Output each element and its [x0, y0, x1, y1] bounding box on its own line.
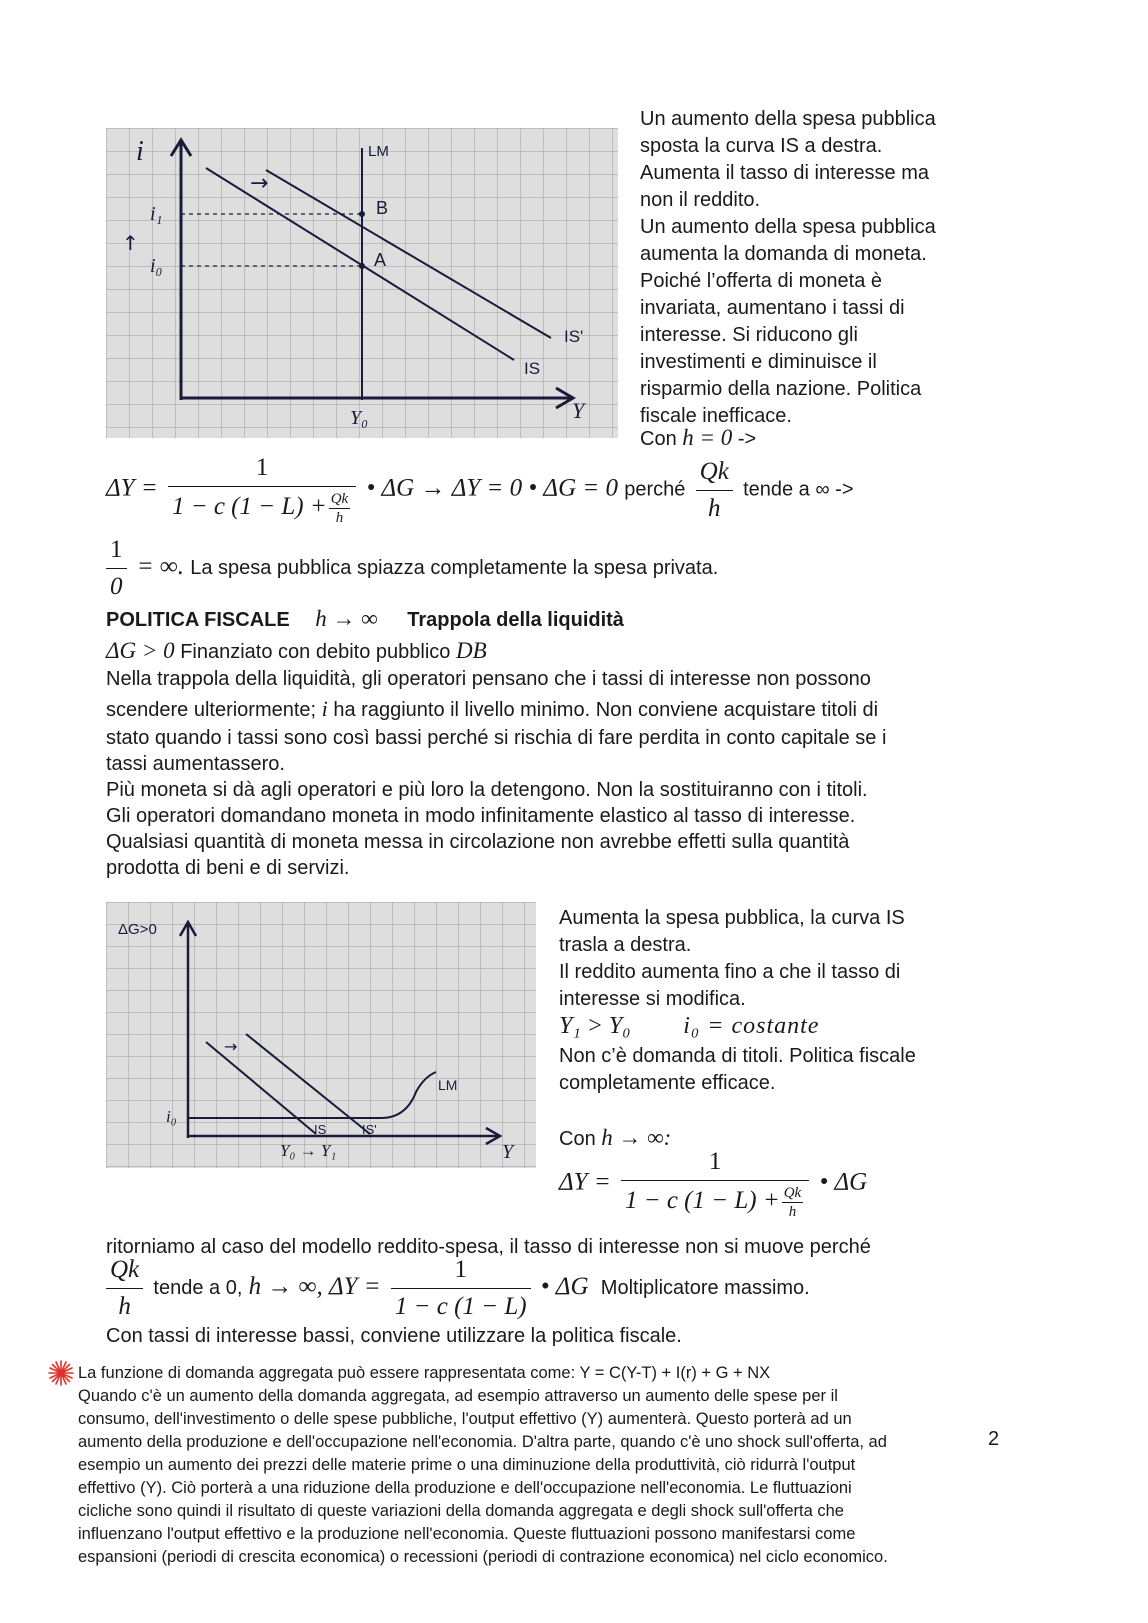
text-line: prodotta di beni e di servizi. [106, 857, 350, 879]
eq3-qk-den: h [788, 1204, 797, 1220]
math-i: i [321, 696, 328, 721]
footnote-line: cicliche sono quindi il risultato di queste variazioni della domanda aggregata e degli shock sull'offerta che [78, 1502, 844, 1520]
eq4-num: 1 [391, 1256, 531, 1289]
arrow-text: -> [737, 428, 757, 450]
eq3-tail: • ΔG [819, 1168, 868, 1196]
section-heading [106, 605, 624, 634]
text-fragment: scendere ulteriormente; [106, 699, 317, 721]
equation-one-over-zero [106, 536, 718, 601]
eq4-fraction [391, 1256, 531, 1321]
eq1-fraction [168, 454, 356, 526]
text-line: stato quando i tassi sono così bassi perché si rischia di fare perdita in conto capitale se i [106, 727, 887, 749]
paragraph-fiscal-efficacy [559, 905, 979, 1013]
eq1-den-main: 1 − c (1 − L) + [171, 493, 327, 521]
eq2-fraction [106, 536, 127, 601]
eq1-tail: tende a ∞ -> [743, 478, 854, 501]
eq1-middle: • ΔG → ΔY = 0 • ΔG = 0 [366, 474, 618, 502]
graph2-i0-label: i₀ [166, 1107, 177, 1126]
text-line: Un aumento della spesa pubblica [640, 216, 936, 238]
graph1-lm-label: LM [368, 143, 389, 160]
eq4-text1: tende a 0, [153, 1277, 243, 1300]
eq4-tail: • ΔG [540, 1273, 589, 1301]
eq2-eq: = ∞. [136, 553, 184, 581]
eq1-numerator: 1 [168, 454, 356, 487]
graph1-point-a [359, 263, 365, 269]
islm-graph-liquidity-trap [106, 902, 536, 1168]
footnote-line: influenzano l'output effettivo e la produzione nell'economia. Queste fluttuazioni possono manifestarsi come [78, 1525, 856, 1543]
con-word: Con [559, 1128, 596, 1150]
section-condition: h → ∞ [315, 606, 378, 631]
eq3-numerator: 1 [621, 1148, 809, 1181]
paragraph-low-rates [106, 1323, 682, 1350]
dg-financing-line [106, 637, 487, 666]
text-line: Con tassi di interesse bassi, conviene utilizzare la politica fiscale. [106, 1325, 682, 1347]
eq3-fraction [621, 1148, 809, 1220]
eq2-num: 1 [106, 536, 127, 569]
text-line: interesse. Si riducono gli [640, 324, 858, 346]
eq3-qk-small-frac [782, 1185, 804, 1220]
footnote-line: La funzione di domanda aggregata può essere rappresentata come: Y = C(Y-T) + I(r) + G + NX [78, 1364, 771, 1382]
eq3-lhs: ΔY = [559, 1168, 611, 1196]
eq1-qk-frac [696, 458, 733, 523]
graph2-lm-label: LM [438, 1077, 458, 1093]
graph1-i0-label: i₀ [150, 255, 163, 277]
graph2-y-shift-label: Y₀ → Y₁ [280, 1141, 337, 1160]
eq4-qk-frac [106, 1256, 143, 1321]
text-line: tassi aumentassero. [106, 753, 285, 775]
text-line: Qualsiasi quantità di moneta messa in circolazione non avrebbe effetti sulla quantità [106, 831, 850, 853]
condition-hinf: h → ∞: [601, 1125, 672, 1150]
graph1-right-arrow: → [250, 171, 269, 196]
text-line: investimenti e diminuisce il [640, 351, 877, 373]
text-line: Il reddito aumenta fino a che il tasso di [559, 961, 901, 983]
eq4-den: 1 − c (1 − L) [394, 1293, 527, 1320]
eq3-den-main: 1 − c (1 − L) + [624, 1187, 780, 1215]
graph1-is-label: IS [524, 359, 541, 378]
graph2-is-prime-label: IS' [362, 1122, 377, 1137]
eq1-denominator [168, 487, 356, 526]
page-number: 2 [988, 1428, 1000, 1450]
con-h0-line [640, 424, 756, 453]
text-fragment: ha raggiunto il livello minimo. Non conviene acquistare titoli di [333, 699, 879, 721]
text-line: Poiché l’offerta di moneta è [640, 270, 883, 292]
condition-h0: h = 0 [682, 425, 733, 450]
eq1-qk-num: Qk [330, 491, 349, 507]
eq3-qk-num: Qk [783, 1185, 802, 1201]
eq2-den: 0 [110, 573, 123, 600]
eq1-qk2-num: Qk [696, 458, 733, 491]
text-line: Aumenta il tasso di interesse ma [640, 162, 930, 184]
eq4-qk-den: h [118, 1293, 131, 1320]
text-line: non il reddito. [640, 189, 761, 211]
graph1-a-label: A [374, 250, 387, 270]
graph2-axis-x-label: Y [502, 1141, 514, 1163]
footnote-line: espansioni (periodi di crescita economica) o recessioni (periodi di contrazione economica) nel ciclo economico. [78, 1548, 888, 1566]
text-line: Gli operatori domandano moneta in modo infinitamente elastico al tasso di interesse. [106, 805, 856, 827]
text-line: sposta la curva IS a destra. [640, 135, 883, 157]
paragraph-fiscal-inefficacy [640, 106, 1020, 430]
equation-multiplier-h0 [106, 454, 1006, 526]
text-line: trasla a destra. [559, 934, 692, 956]
equation-multiplier-hinf [559, 1148, 867, 1220]
graph1-is-prime-label: IS' [564, 327, 584, 346]
text-line [106, 694, 1026, 725]
eq1-lhs: ΔY = [106, 474, 158, 502]
footnote-line: effettivo (Y). Ciò porterà a una riduzione della produzione e dell'occupazione nell'economia. Le fluttuazioni [78, 1479, 852, 1497]
text-line: interesse si modifica. [559, 988, 746, 1010]
footnote-line: esempio un aumento dei prezzi delle materie prime o una diminuzione della produttività, ciò ridurrà l'output [78, 1456, 856, 1474]
graph1-axis-x-label: Y [572, 398, 585, 423]
paragraph-liquidity-trap [106, 665, 1026, 881]
cond-a: Y₁ > Y₀ [559, 1013, 631, 1039]
text-line: Più moneta si dà agli operatori e più loro la detengono. Non la sostituiranno con i titoli. [106, 779, 868, 801]
eq1-qk2-den: h [707, 494, 721, 522]
text-line: Nella trappola della liquidità, gli operatori pensano che i tassi di interesse non possono [106, 668, 871, 690]
eq1-perche: perché [624, 478, 686, 501]
graph2-is-label: IS [314, 1122, 327, 1137]
text-line: risparmio della nazione. Politica [640, 378, 922, 400]
dg-math: ΔG > 0 [106, 638, 175, 663]
text-line: invariata, aumentano i tassi di [640, 297, 905, 319]
eq1-qk-den: h [335, 510, 344, 526]
section-subtitle: Trappola della liquidità [407, 609, 624, 631]
con-word: Con [640, 428, 677, 450]
text-line: ritorniamo al caso del modello reddito-spesa, il tasso di interesse non si muove perché [106, 1236, 871, 1258]
text-line: completamente efficace. [559, 1072, 776, 1094]
graph2-dg-label: ΔG>0 [118, 921, 157, 938]
eq4-math1: h → ∞, ΔY = [248, 1273, 381, 1301]
equation-max-multiplier [106, 1256, 810, 1321]
text-line: fiscale inefficace. [640, 405, 792, 427]
islm-graph-fiscal-crowding-out [106, 128, 618, 438]
dg-db: DB [455, 638, 487, 663]
graph1-i1-label: i₁ [150, 203, 163, 225]
condition-y1-gt-y0 [559, 1012, 819, 1040]
graph1-point-b [359, 211, 365, 217]
graph2-right-arrow: → [224, 1037, 238, 1056]
text-line: Un aumento della spesa pubblica [640, 108, 936, 130]
footnote-line: aumento della produzione e dell'occupazione nell'economia. D'altra parte, quando c'è uno shock sull'offerta, ad [78, 1433, 887, 1451]
footnote-aggregate-demand [78, 1362, 1038, 1569]
text-line: Aumenta la spesa pubblica, la curva IS [559, 907, 905, 929]
graph1-axis-y-label: i [136, 136, 144, 167]
text-line: Non c’è domanda di titoli. Politica fiscale [559, 1045, 916, 1067]
eq4-text2: Moltiplicatore massimo. [600, 1277, 810, 1300]
graph1-y0-label: Y₀ [350, 407, 369, 429]
footnote-line: Quando c'è un aumento della domanda aggregata, ad esempio attraverso un aumento delle spese per il [78, 1387, 838, 1405]
eq2-text: La spesa pubblica spiazza completamente la spesa privata. [190, 557, 719, 580]
graph1-up-arrow: ↑ [122, 231, 139, 255]
graph2-svg [106, 902, 536, 1168]
footnote-line: consumo, dell'investimento o delle spese pubbliche, l'output effettivo (Y) aumenterà. Questo porterà ad un [78, 1410, 852, 1428]
asterisk-icon [48, 1360, 74, 1386]
eq1-qk-small-frac [329, 491, 351, 526]
eq3-denominator [621, 1181, 809, 1220]
dg-text: Finanziato con debito pubblico [180, 641, 451, 663]
section-title: POLITICA FISCALE [106, 609, 290, 631]
eq4-qk-num: Qk [106, 1256, 143, 1289]
graph1-b-label: B [376, 198, 389, 218]
paragraph-no-bond-demand [559, 1043, 989, 1097]
cond-b: i₀ = costante [683, 1013, 820, 1039]
graph1-svg [106, 128, 618, 438]
text-line: aumenta la domanda di moneta. [640, 243, 927, 265]
